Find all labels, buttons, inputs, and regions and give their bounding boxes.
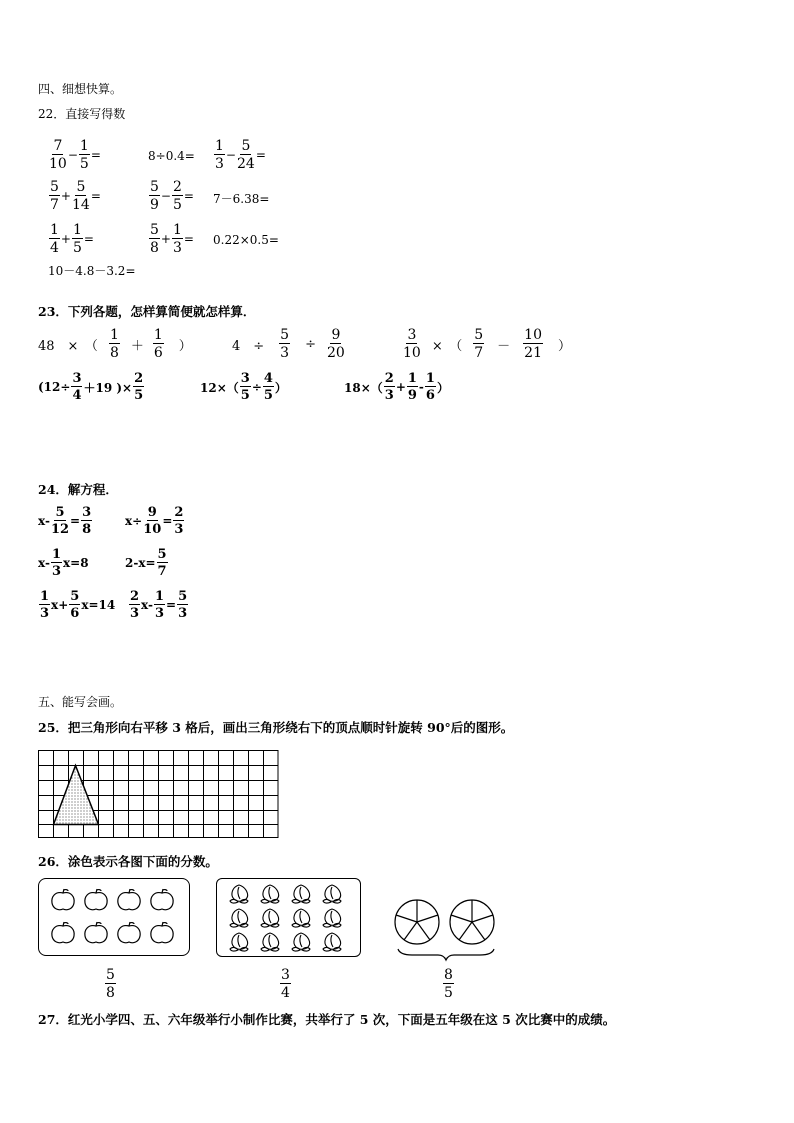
circles-with-brace (392, 893, 500, 963)
q22-expr-2: 8÷0.4= (148, 149, 195, 163)
q24-eq-6: $\frac{2}{3}$ x- $\frac{1}{3}$ = $\frac{5}{3}$ (130, 589, 188, 621)
peach-icons (217, 879, 360, 956)
q22-expr-10: 10－4.8－3.2= (48, 264, 136, 278)
q23-expr-5: 12×（ $\frac{3}{5}$ ÷ $\frac{4}{5}$ ） (200, 371, 287, 403)
q22-expr-7: $\frac{1}{4}$ + $\frac{1}{5}$ = (50, 222, 94, 256)
apple-box (38, 878, 190, 956)
triangle-grid-figure (38, 750, 280, 840)
q24-eq-5: $\frac{1}{3}$ x+ $\frac{5}{6}$ x=14 (40, 589, 116, 621)
q23-expr-6: 18×（ $\frac{2}{3}$ + $\frac{1}{9}$ - $\frac{1}{6}$ ） (344, 371, 449, 403)
fraction-circles: $\frac{8}{5}$ (444, 967, 453, 1001)
q23-expr-1: 48 × （ $\frac{1}{8}$ ＋ $\frac{1}{6}$ ） (38, 327, 192, 361)
q24-title: 24．解方程． (38, 482, 118, 497)
q23-title: 23．下列各题，怎样算简便就怎样算． (38, 304, 256, 319)
curly-brace (398, 949, 494, 960)
circle-left (395, 900, 439, 944)
q24-eq-1: x- $\frac{5}{12}$ = $\frac{3}{8}$ (38, 505, 92, 537)
q22-expr-5: $\frac{5}{9}$ − $\frac{2}{5}$ = (150, 179, 194, 213)
q24-eq-2: x÷ $\frac{9}{10}$ = $\frac{2}{3}$ (125, 505, 184, 537)
q22-expr-1: $\frac{7}{10}$ − $\frac{1}{5}$ = (49, 138, 101, 172)
q22-expr-3: $\frac{1}{3}$ − $\frac{5}{24}$ = (215, 138, 266, 172)
section-five-heading: 五、能写会画。 (38, 695, 123, 709)
q23-expr-3: $\frac{3}{10}$ × （ $\frac{5}{7}$ － $\frac{10}{21}$ ） (403, 327, 572, 361)
fraction-peaches: $\frac{3}{4}$ (281, 967, 290, 1001)
q22-expr-6: 7－6.38= (213, 192, 270, 206)
q23-expr-4: (12÷ $\frac{3}{4}$ ＋19 )× $\frac{2}{5}$ (38, 371, 144, 403)
q22-expr-8: $\frac{5}{8}$ + $\frac{1}{3}$ = (150, 222, 194, 256)
q26-title: 26．涂色表示各图下面的分数。 (38, 854, 218, 869)
q25-title: 25．把三角形向右平移 3 格后，画出三角形绕右下的顶点顺时针旋转 90°后的图形。 (38, 720, 514, 735)
peach-box (216, 878, 361, 957)
q22-title: 22．直接写得数 (38, 107, 126, 121)
q22-expr-9: 0.22×0.5= (213, 233, 279, 247)
section-four-heading: 四、细想快算。 (38, 82, 123, 96)
q24-eq-3: x- $\frac{1}{3}$ x=8 (38, 547, 89, 579)
fraction-apples: $\frac{5}{8}$ (106, 967, 115, 1001)
q24-eq-4: 2-x= $\frac{5}{7}$ (125, 547, 167, 579)
q22-expr-4: $\frac{5}{7}$ + $\frac{5}{14}$ = (50, 179, 101, 213)
q23-expr-2: 4 ÷ $\frac{5}{3}$ ÷ $\frac{9}{20}$ (232, 327, 345, 361)
apple-icons (39, 879, 189, 955)
q27-title: 27．红光小学四、五、六年级举行小制作比赛，共举行了 5 次，下面是五年级在这 5 次比赛中的成绩。 (38, 1012, 616, 1027)
circle-right (450, 900, 494, 944)
